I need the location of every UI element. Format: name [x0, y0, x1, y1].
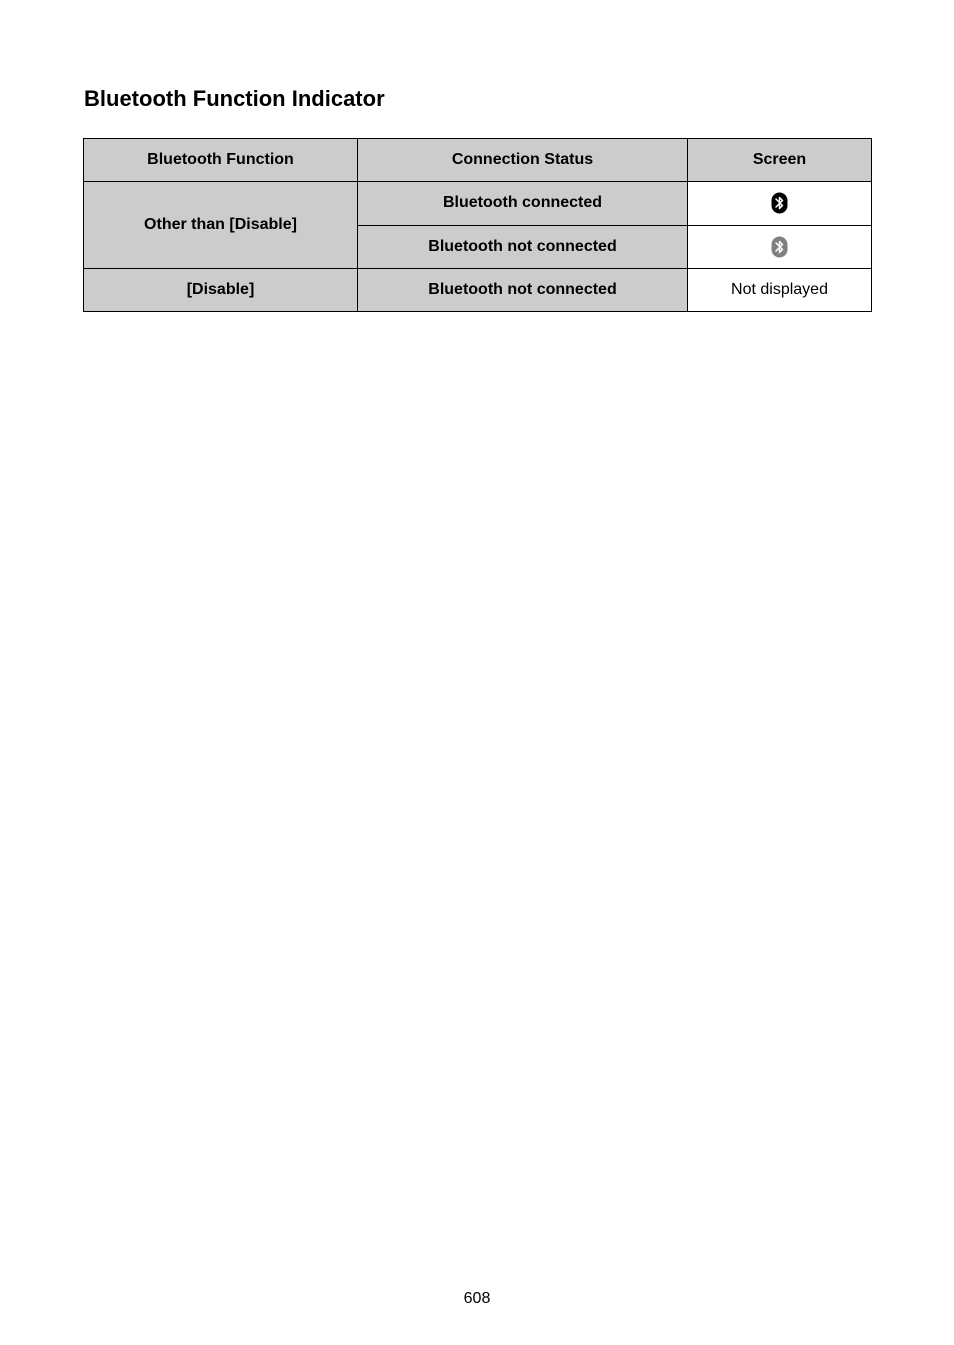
page-number: 608 [463, 1290, 491, 1307]
page-title: Bluetooth Function Indicator [84, 86, 385, 111]
screen-cell-connected [688, 182, 872, 226]
bluetooth-connected-icon [771, 192, 788, 214]
table-row [84, 269, 872, 312]
screen-cell-not-connected [688, 225, 872, 269]
table-header-row [84, 139, 872, 182]
header-bluetooth-function: Bluetooth Function [84, 139, 358, 182]
header-connection-status: Connection Status [358, 139, 688, 182]
screen-cell-not-displayed: Not displayed [688, 269, 872, 312]
header-screen: Screen [688, 139, 872, 182]
function-cell-disable: [Disable] [84, 269, 358, 312]
status-cell-not-connected: Bluetooth not connected [358, 225, 688, 269]
status-cell-disable-not-connected: Bluetooth not connected [358, 269, 688, 312]
function-cell-other-than-disable: Other than [Disable] [84, 182, 358, 269]
status-cell-connected: Bluetooth connected [358, 182, 688, 226]
bluetooth-not-connected-icon [771, 236, 788, 258]
table-row [84, 182, 872, 226]
bluetooth-indicator-table [83, 138, 872, 312]
